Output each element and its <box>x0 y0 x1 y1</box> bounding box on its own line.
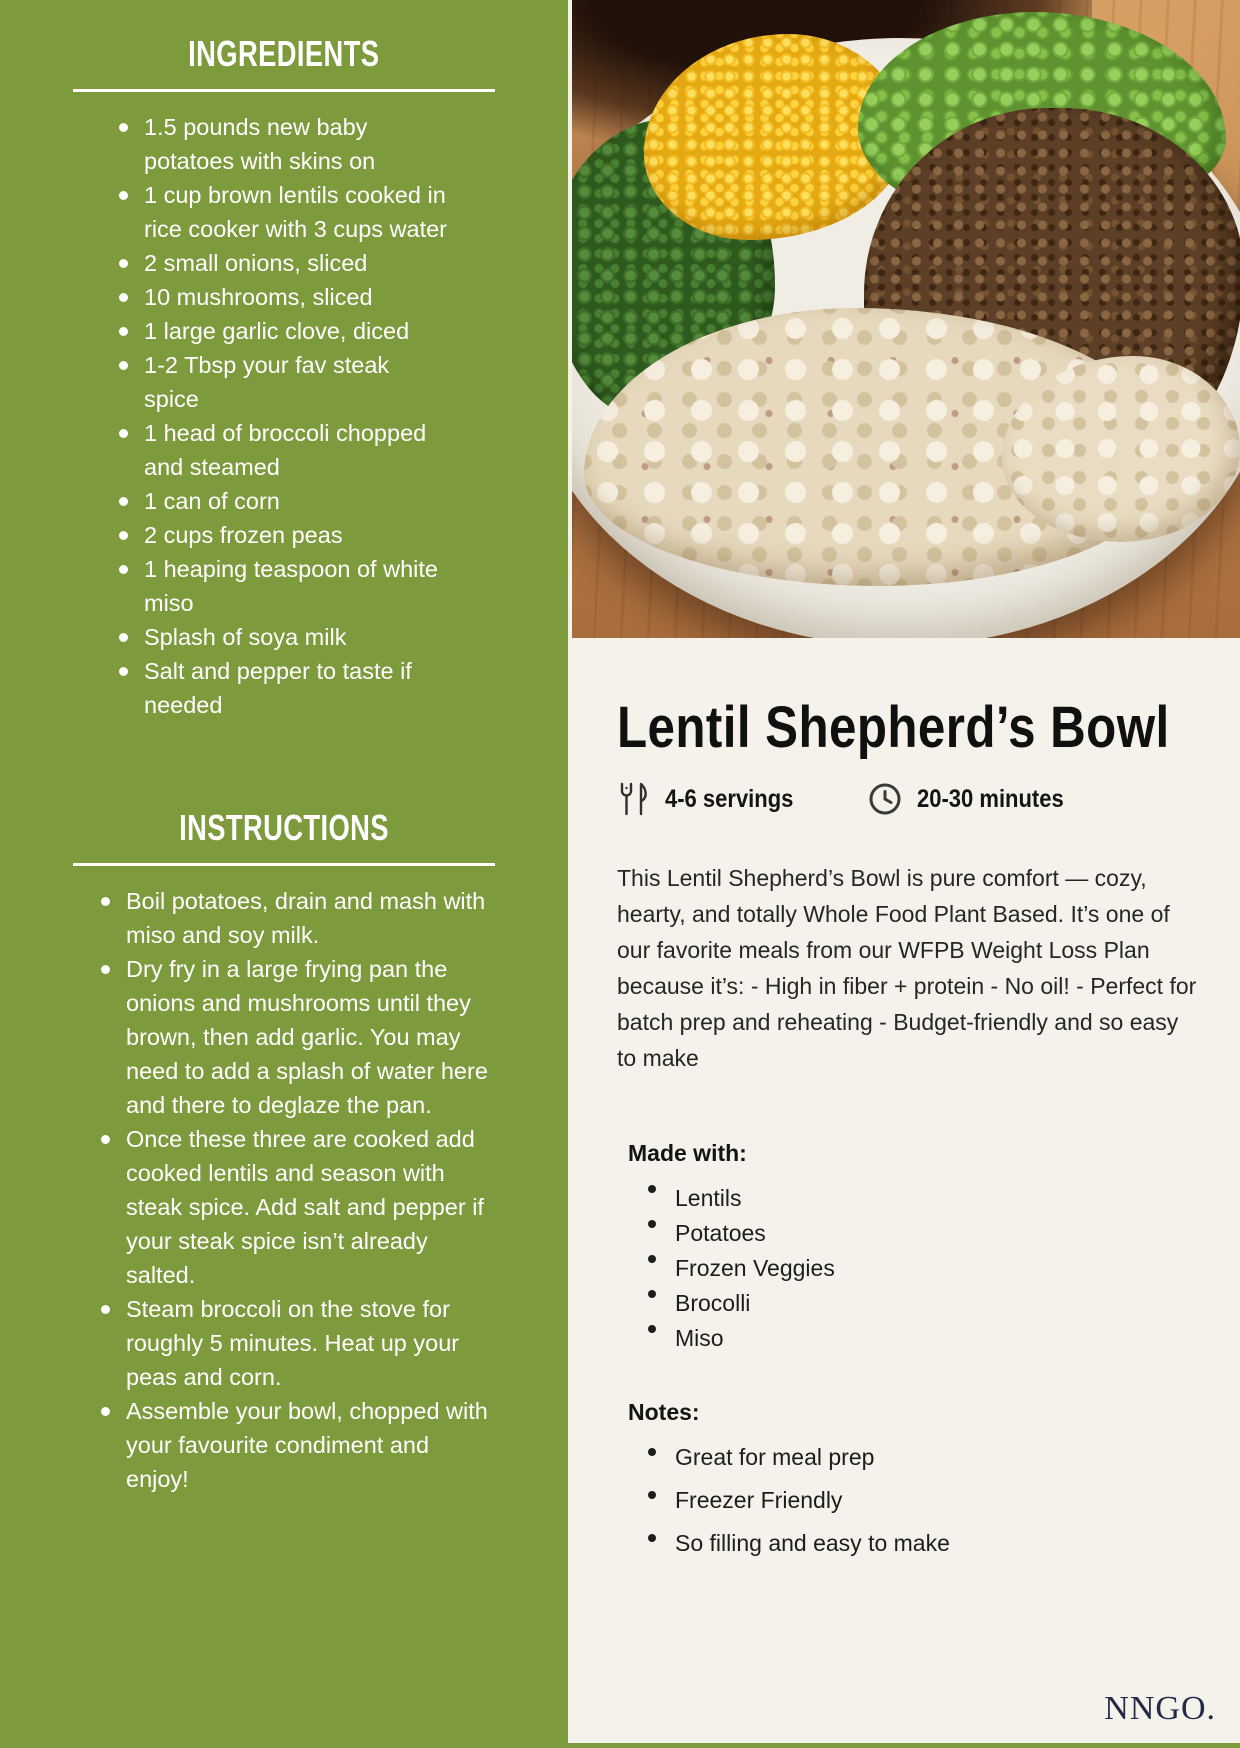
instructions-list <box>0 884 568 1496</box>
note-item: So filling and easy to make <box>646 1528 1203 1558</box>
ingredient-item: Splash of soya milk <box>118 620 450 654</box>
made-with-title: Made with: <box>628 1140 747 1166</box>
ingredient-item: 1.5 pounds new baby potatoes with skins on <box>118 110 450 178</box>
instructions-title: INSTRUCTIONS <box>179 807 389 848</box>
instruction-item: Steam broccoli on the stove for roughly 5 minutes. Heat up your peas and corn. <box>100 1292 488 1394</box>
servings-label: 4-6 servings <box>665 784 794 813</box>
notes-list <box>628 1442 1203 1558</box>
ingredient-item: 1 large garlic clove, diced <box>118 314 450 348</box>
made-with-item: Miso <box>646 1323 1203 1353</box>
recipe-meta <box>617 780 1203 818</box>
recipe-details <box>617 638 1203 1571</box>
recipe-description: This Lentil Shepherd’s Bowl is pure comfort — cozy, hearty, and totally Whole Food Plant Based. It’s one of our favorite meals from our WFPB Weight Loss Plan because it’s: - High in fiber + protein - No oil! - Perfect for batch prep and reheating - Budget-friendly and so easy to make <box>617 865 1197 1071</box>
made-with-item: Potatoes <box>646 1218 1203 1248</box>
ingredients-list <box>0 110 568 722</box>
bottom-accent-strip <box>0 1743 1240 1748</box>
ingredients-divider <box>73 89 495 92</box>
ingredient-item: 1 cup brown lentils cooked in rice cooker with 3 cups water <box>118 178 450 246</box>
instruction-item: Boil potatoes, drain and mash with miso and soy milk. <box>100 884 488 952</box>
ingredient-item: 1 heaping teaspoon of white miso <box>118 552 450 620</box>
instruction-item: Once these three are cooked add cooked lentils and season with steak spice. Add salt and pepper if your steak spice isn’t already salted. <box>100 1122 488 1292</box>
note-item: Freezer Friendly <box>646 1485 1203 1515</box>
made-with-list <box>628 1183 1203 1353</box>
instruction-item: Dry fry in a large frying pan the onions and mushrooms until they brown, then add garlic. You may need to add a splash of water here and there to deglaze the pan. <box>100 952 488 1122</box>
ingredients-title: INGREDIENTS <box>188 33 380 74</box>
instruction-item: Assemble your bowl, chopped with your favourite condiment and enjoy! <box>100 1394 488 1496</box>
made-with-item: Lentils <box>646 1183 1203 1213</box>
notes-title: Notes: <box>628 1399 700 1425</box>
sidebar <box>0 0 568 1748</box>
instructions-section <box>0 722 568 1496</box>
ingredient-item: 1-2 Tbsp your fav steak spice <box>118 348 450 416</box>
notes-section <box>628 1399 1203 1558</box>
ingredient-item: 2 cups frozen peas <box>118 518 450 552</box>
ingredient-item: 1 head of broccoli chopped and steamed <box>118 416 450 484</box>
made-with-section <box>628 1140 1203 1353</box>
note-item: Great for meal prep <box>646 1442 1203 1472</box>
page-title: Lentil Shepherd’s Bowl <box>617 695 1170 760</box>
ingredient-item: 10 mushrooms, sliced <box>118 280 450 314</box>
clock-icon <box>867 781 903 817</box>
instructions-divider <box>73 863 495 866</box>
utensils-icon <box>617 780 651 818</box>
ingredient-item: Salt and pepper to taste if needed <box>118 654 450 722</box>
ingredients-section <box>0 0 568 722</box>
made-with-item: Frozen Veggies <box>646 1253 1203 1283</box>
recipe-photo <box>572 0 1240 638</box>
brand-logo: NNGO. <box>1104 1690 1216 1727</box>
ingredient-item: 1 can of corn <box>118 484 450 518</box>
time-label: 20-30 minutes <box>916 784 1064 813</box>
made-with-item: Brocolli <box>646 1288 1203 1318</box>
ingredient-item: 2 small onions, sliced <box>118 246 450 280</box>
